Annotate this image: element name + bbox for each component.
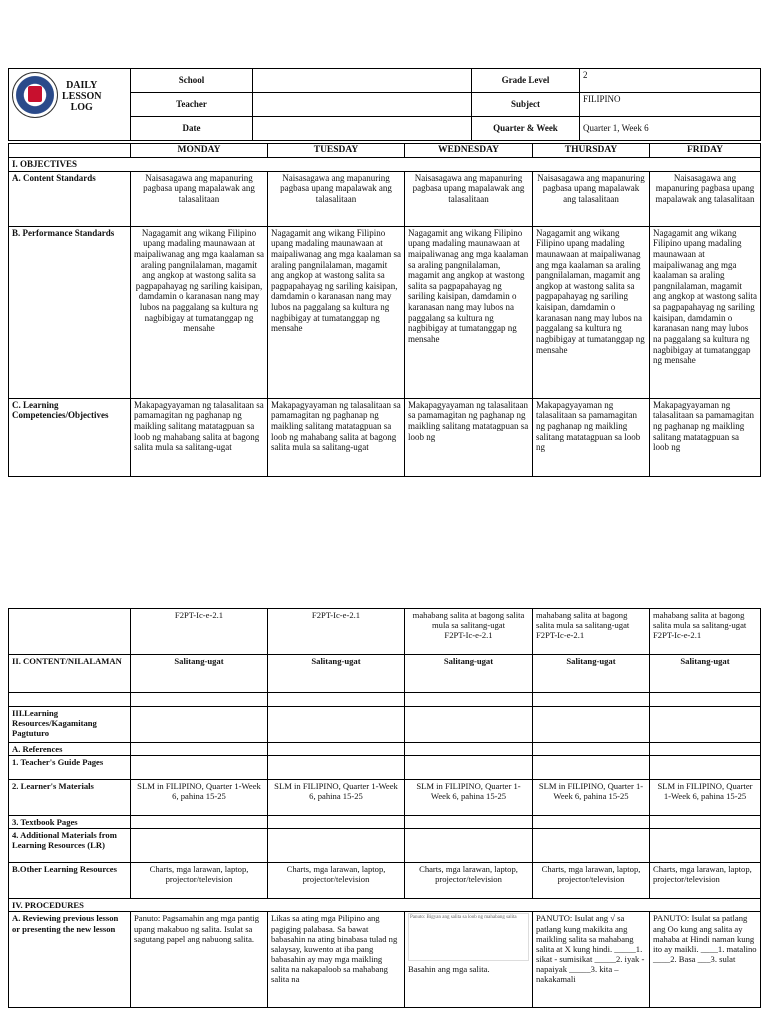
other-resources-cell: Charts, mga larawan, laptop, projector/television <box>131 863 268 899</box>
row-label: B. Performance Standards <box>9 226 131 398</box>
blank-cell <box>405 707 533 743</box>
content-standard-cell: Naisasagawa ang mapanuring pagbasa upang mapalawak ang talasalitaan <box>131 171 268 226</box>
school-label: School <box>131 69 253 93</box>
blank-cell <box>650 829 761 863</box>
row-label: B.Other Learning Resources <box>9 863 131 899</box>
title-line: LESSON <box>62 91 102 102</box>
day-header: FRIDAY <box>650 144 761 158</box>
review-cell-text: Basahin ang mga salita. <box>408 964 490 975</box>
blank-cell <box>268 816 405 829</box>
objectives-heading: I. OBJECTIVES <box>9 158 761 172</box>
blank-cell <box>405 743 533 756</box>
blank-cell <box>131 707 268 743</box>
blank-cell <box>650 756 761 780</box>
date-label: Date <box>131 117 253 141</box>
learner-materials-cell: SLM in FILIPINO, Quarter 1-Week 6, pahina 15-25 <box>405 780 533 816</box>
content-cell: Salitang-ugat <box>405 655 533 693</box>
competency-cell: Makapagyayaman ng talasalitaan sa pamamagitan ng paghanap ng maikling salitang matatagpuan sa loob ng <box>405 398 533 476</box>
blank-cell <box>268 693 405 707</box>
procedures-heading: IV. PROCEDURES <box>9 899 761 912</box>
competency-cell: Makapagyayaman ng talasalitaan sa pamamagitan ng paghanap ng maikling salitang matatagpuan sa loob ng <box>533 398 650 476</box>
content-standard-cell: Naisasagawa ang mapanuring pagbasa upang mapalawak ang talasalitaan <box>650 171 761 226</box>
subject-field[interactable]: FILIPINO <box>580 93 761 117</box>
row-label: A. Reviewing previous lesson or presenting the new lesson <box>9 912 131 1008</box>
content-standard-cell: Naisasagawa ang mapanuring pagbasa upang mapalawak ang talasalitaan <box>533 171 650 226</box>
day-header: MONDAY <box>131 144 268 158</box>
blank-cell <box>650 693 761 707</box>
content-cell: Salitang-ugat <box>268 655 405 693</box>
blank-cell <box>268 707 405 743</box>
blank-cell <box>405 816 533 829</box>
review-cell: PANUTO: Isulat sa patlang ang Oo kung ang salita ay mahaba at Hindi naman kung ito ay maikli. ____1. matalino ____2. Basa ___3. sulat <box>650 912 761 1008</box>
learner-materials-cell: SLM in FILIPINO, Quarter 1-Week 6, pahina 15-25 <box>131 780 268 816</box>
deped-seal-icon <box>12 72 58 118</box>
blank-cell <box>268 743 405 756</box>
teacher-field[interactable] <box>253 93 472 117</box>
title-cell <box>9 69 131 141</box>
blank-cell <box>533 707 650 743</box>
review-cell <box>405 912 533 1008</box>
competency-code-cell: F2PT-Ic-e-2.1 <box>131 609 268 655</box>
learner-materials-cell: SLM in FILIPINO, Quarter 1-Week 6, pahina 15-25 <box>650 780 761 816</box>
content-cell: Salitang-ugat <box>131 655 268 693</box>
title-line: DAILY <box>66 80 98 91</box>
content-cell: Salitang-ugat <box>533 655 650 693</box>
corner-cell <box>9 144 131 158</box>
performance-standard-cell: Nagagamit ang wikang Filipino upang madaling maunawaan at maipaliwanag ang mga kaalaman sa araling pangnilalaman, magamit ang angkop at wastong salita sa pagpapahayag ng sariling kaisipan, damdamin o karanasan nang may lubos na paggalang sa kultura ng nagbibigay at tumatanggap ng mensahe <box>650 226 761 398</box>
procedures-table <box>8 608 761 1008</box>
competency-code-cell: mahabang salita at bagong salita mula sa salitang-ugat F2PT-Ic-e-2.1 <box>405 609 533 655</box>
row-label: C. Learning Competencies/Objectives <box>9 398 131 476</box>
row-label: A. References <box>9 743 131 756</box>
blank-cell <box>131 816 268 829</box>
date-field[interactable] <box>253 117 472 141</box>
teacher-label: Teacher <box>131 93 253 117</box>
review-cell: Likas sa ating mga Pilipino ang pagiging palabasa. Sa bawat babasahin na ating binabasa tulad ng salaysay, kuwento at iba pang babasahin ay may mga maikling salita na nakapaloob sa mahabang salita na <box>268 912 405 1008</box>
blank-cell <box>533 829 650 863</box>
row-label: II. CONTENT/NILALAMAN <box>9 655 131 693</box>
blank-cell <box>650 707 761 743</box>
competency-code-cell: F2PT-Ic-e-2.1 <box>268 609 405 655</box>
other-resources-cell: Charts, mga larawan, laptop, projector/television <box>650 863 761 899</box>
row-label: III.Learning Resources/Kagamitang Pagtuturo <box>9 707 131 743</box>
row-label: 4. Additional Materials from Learning Resources (LR) <box>9 829 131 863</box>
competency-cell: Makapagyayaman ng talasalitaan sa pamamagitan ng paghanap ng maikling salitang matatagpuan sa loob ng <box>650 398 761 476</box>
other-resources-cell: Charts, mga larawan, laptop, projector/television <box>533 863 650 899</box>
grade-field[interactable]: 2 <box>580 69 761 93</box>
row-label <box>9 609 131 655</box>
row-label: A. Content Standards <box>9 171 131 226</box>
performance-standard-cell: Nagagamit ang wikang Filipino upang madaling maunawaan at maipaliwanag ang mga kaalaman sa araling pangnilalaman, magamit ang angkop at wastong salita sa pagpapahayag ng sariling kaisipan, damdamin o karanasan nang may lubos na paggalang sa kultura ng nagbibigay at tumatanggap ng mensahe <box>533 226 650 398</box>
header-table <box>8 68 761 141</box>
blank-cell <box>405 829 533 863</box>
quarter-label: Quarter & Week <box>472 117 580 141</box>
blank-cell <box>131 743 268 756</box>
blank-cell <box>533 693 650 707</box>
blank-cell <box>533 743 650 756</box>
day-header: TUESDAY <box>268 144 405 158</box>
other-resources-cell: Charts, mga larawan, laptop, projector/television <box>405 863 533 899</box>
school-field[interactable] <box>253 69 472 93</box>
review-cell: Panuto: Pagsamahin ang mga pantig upang makabuo ng salita. Isulat sa sagutang papel ang nabuong salita. <box>131 912 268 1008</box>
blank-cell <box>131 829 268 863</box>
row-label: 3. Textbook Pages <box>9 816 131 829</box>
title-line: LOG <box>70 102 93 113</box>
blank-cell <box>650 816 761 829</box>
competency-code-cell: mahabang salita at bagong salita mula sa salitang-ugat F2PT-Ic-e-2.1 <box>533 609 650 655</box>
blank-cell <box>131 693 268 707</box>
grade-label: Grade Level <box>472 69 580 93</box>
content-cell: Salitang-ugat <box>650 655 761 693</box>
blank-cell <box>533 756 650 780</box>
lesson-log-page-2 <box>8 608 760 1008</box>
content-standard-cell: Naisasagawa ang mapanuring pagbasa upang mapalawak ang talasalitaan <box>405 171 533 226</box>
other-resources-cell: Charts, mga larawan, laptop, projector/television <box>268 863 405 899</box>
row-label: 1. Teacher's Guide Pages <box>9 756 131 780</box>
quarter-field[interactable]: Quarter 1, Week 6 <box>580 117 761 141</box>
row-label: 2. Learner's Materials <box>9 780 131 816</box>
blank-cell <box>405 693 533 707</box>
content-standard-cell: Naisasagawa ang mapanuring pagbasa upang mapalawak ang talasalitaan <box>268 171 405 226</box>
performance-standard-cell: Nagagamit ang wikang Filipino upang madaling maunawaan at maipaliwanag ang mga kaalaman sa araling pangnilalaman, magamit ang angkop at wastong salita sa pagpapahayag ng sariling kaisipan, damdamin o karanasan nang may lubos na paggalang sa kultura ng nagbibigay at tumatanggap ng mensahe <box>268 226 405 398</box>
competency-code-cell: mahabang salita at bagong salita mula sa salitang-ugat F2PT-Ic-e-2.1 <box>650 609 761 655</box>
performance-standard-cell: Nagagamit ang wikang Filipino upang madaling maunawaan at maipaliwanag ang mga kaalaman sa araling pangnilalaman, magamit ang angkop at wastong salita sa pagpapahayag ng sariling kaisipan, damdamin o karanasan nang may lubos na paggalang sa kultura ng nagbibigay at tumatanggap ng mensahe <box>131 226 268 398</box>
day-header: WEDNESDAY <box>405 144 533 158</box>
lesson-log-page-1 <box>8 68 760 477</box>
blank-cell <box>131 756 268 780</box>
performance-standard-cell: Nagagamit ang wikang Filipino upang madaling maunawaan at maipaliwanag ang mga kaalaman sa araling pangnilalaman, magamit ang angkop at wastong salita sa pagpapahayag ng sariling kaisipan, damdamin o karanasan nang may lubos na paggalang sa kultura ng nagbibigay at tumatanggap ng mensahe <box>405 226 533 398</box>
day-header: THURSDAY <box>533 144 650 158</box>
blank-cell <box>9 693 131 707</box>
review-cell: PANUTO: Isulat ang √ sa patlang kung makikita ang maikling salita sa mahabang salita at X kung hindi. _____1. sikat - sumisikat _____2. iyak - napaiyak _____3. kita – nakakamali <box>533 912 650 1008</box>
blank-cell <box>405 756 533 780</box>
blank-cell <box>268 829 405 863</box>
subject-label: Subject <box>472 93 580 117</box>
worksheet-thumbnail <box>408 913 529 961</box>
learner-materials-cell: SLM in FILIPINO, Quarter 1-Week 6, pahina 15-25 <box>268 780 405 816</box>
competency-cell: Makapagyayaman ng talasalitaan sa pamamagitan ng paghanap ng maikling salitang matatagpuan sa loob ng mahabang salita at bagong salita mula sa salitang-ugat <box>268 398 405 476</box>
worksheet-thumbnail-text: Panuto: Bigyan ang salita sa loob ng mahabang salita <box>410 915 517 921</box>
blank-cell <box>650 743 761 756</box>
competency-cell: Makapagyayaman ng talasalitaan sa pamamagitan ng paghanap ng maikling salitang matatagpuan sa loob ng mahabang salita at bagong salita mula sa salitang-ugat <box>131 398 268 476</box>
blank-cell <box>533 816 650 829</box>
learner-materials-cell: SLM in FILIPINO, Quarter 1-Week 6, pahina 15-25 <box>533 780 650 816</box>
blank-cell <box>268 756 405 780</box>
objectives-table <box>8 143 761 477</box>
